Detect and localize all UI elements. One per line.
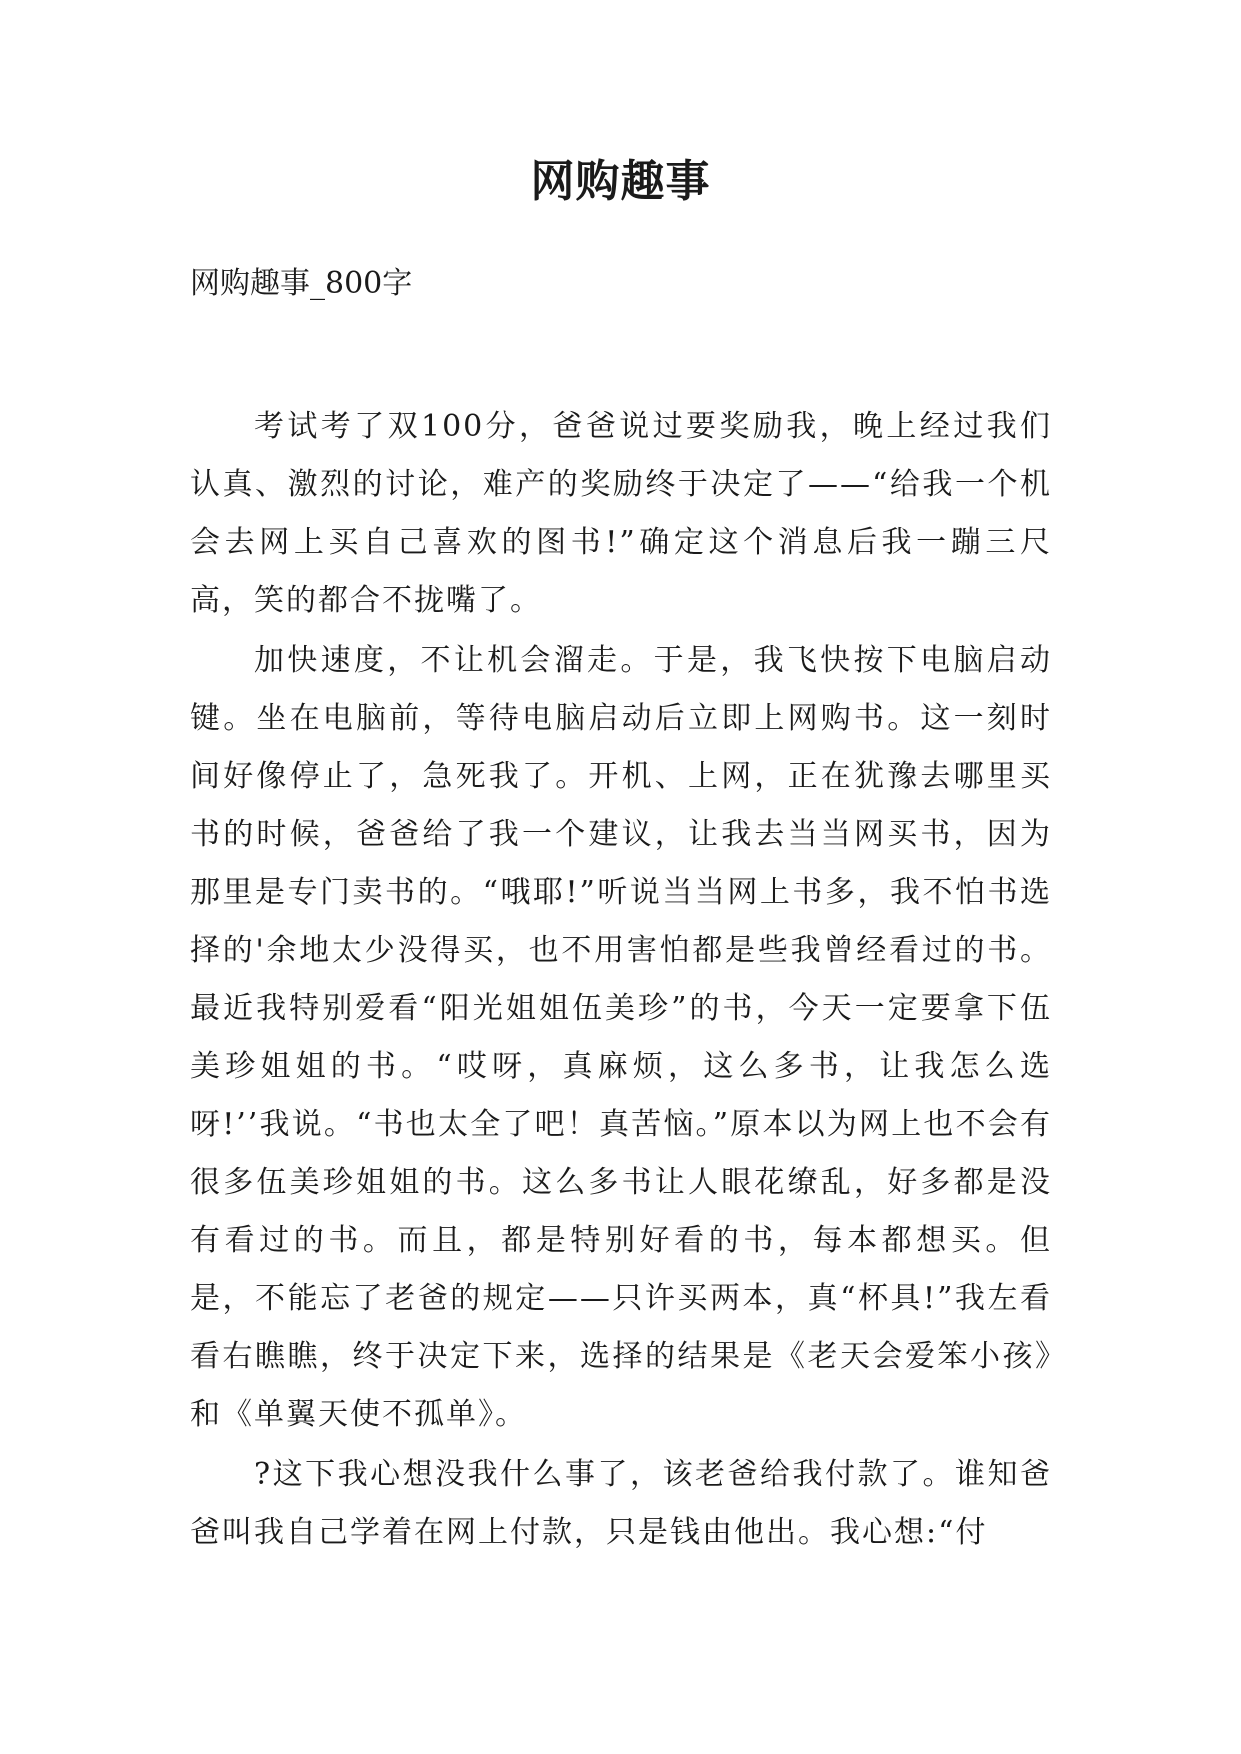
document-title: 网购趣事 — [530, 156, 711, 207]
body-paragraph: 考试考了双100分，爸爸说过要奖励我，晚上经过我们认真、激烈的讨论，难产的奖励终于决定了——“给我一个机会去网上买自己喜欢的图书!”确定这个消息后我一蹦三尺高，笑的都合不拢嘴了。 — [190, 409, 1052, 618]
body-paragraph: ?这下我心想没我什么事了，该老爸给我付款了。谁知爸爸叫我自己学着在网上付款，只是钱由他出。我心想:“付 — [190, 1457, 1052, 1550]
document-body — [190, 398, 1052, 1562]
document-subtitle: 网购趣事_800字 — [190, 266, 413, 301]
body-paragraph: 加快速度，不让机会溜走。于是，我飞快按下电脑启动键。坐在电脑前，等待电脑启动后立即上网购书。这一刻时间好像停止了，急死我了。开机、上网，正在犹豫去哪里买书的时候，爸爸给了我一个建议，让我去当当网买书，因为那里是专门卖书的。“哦耶!”听说当当网上书多，我不怕书选择的'余地太少没得买，也不用害怕都是些我曾经看过的书。最近我特别爱看“阳光姐姐伍美珍”的书，今天一定要拿下伍美珍姐姐的书。“哎呀，真麻烦，这么多书，让我怎么选呀!’’我说。“书也太全了吧！真苦恼。”原本以为网上也不会有很多伍美珍姐姐的书。这么多书让人眼花缭乱，好多都是没有看过的书。而且，都是特别好看的书，每本都想买。但是，不能忘了老爸的规定——只许买两本，真“杯具!”我左看看右瞧瞧，终于决定下来，选择的结果是《老天会爱笨小孩》和《单翼天使不孤单》。 — [190, 643, 1052, 1432]
